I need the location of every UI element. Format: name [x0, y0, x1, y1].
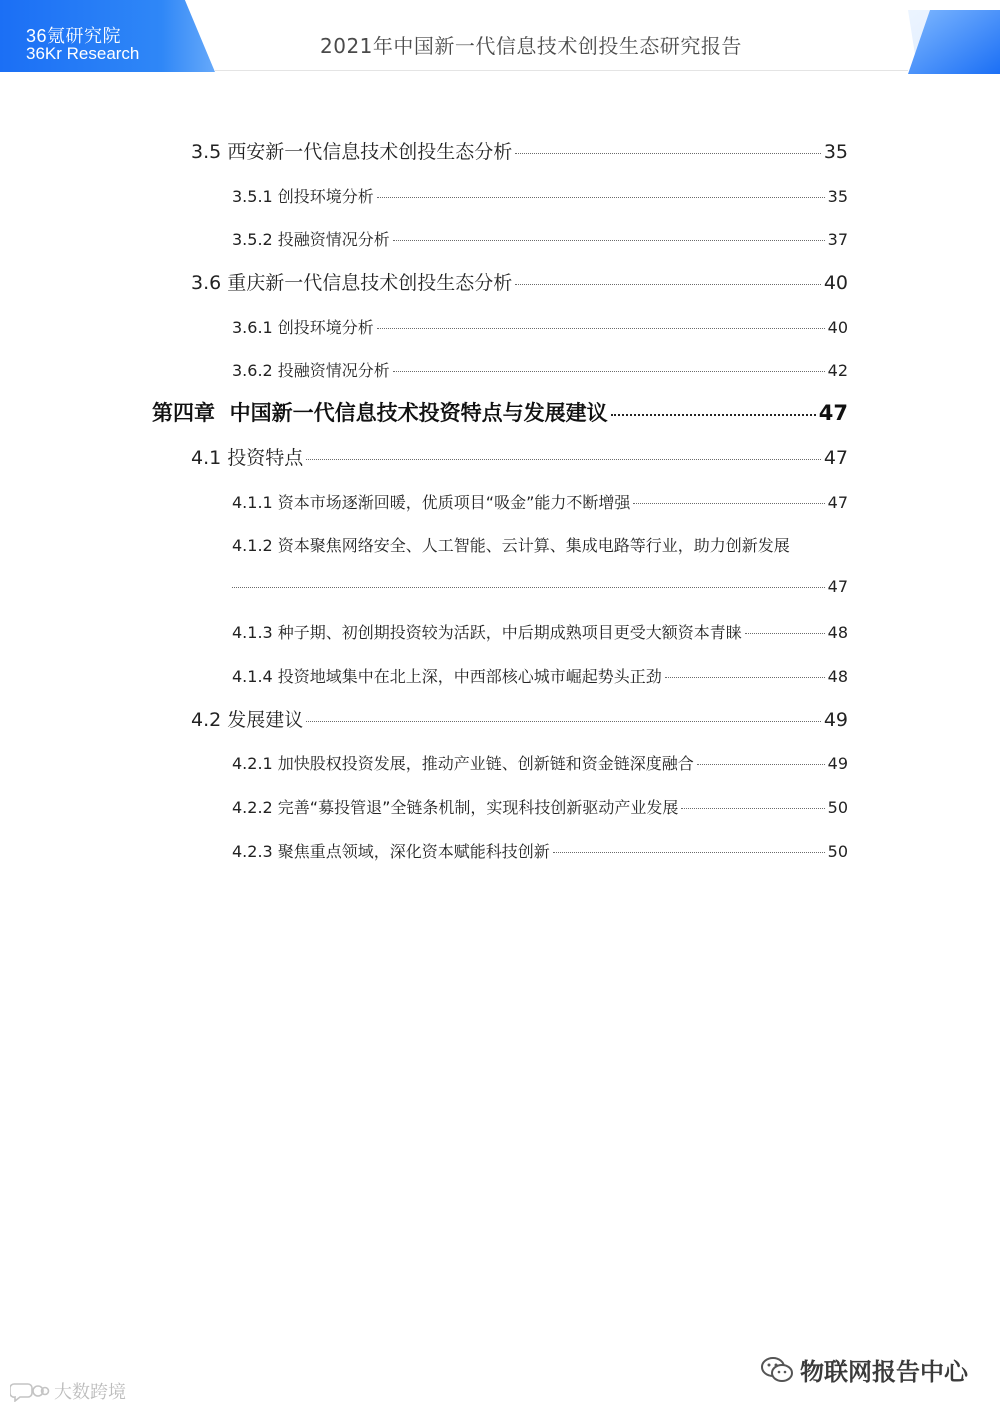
header-divider	[215, 70, 908, 71]
toc-leader	[515, 153, 821, 154]
toc-entry-label: 4.1.4 投资地域集中在北上深，中西部核心城市崛起势头正劲	[232, 667, 662, 686]
toc-leader	[515, 284, 821, 285]
toc-leader	[377, 328, 825, 329]
toc-leader	[665, 677, 825, 678]
toc-entry-page: 40	[823, 272, 848, 294]
toc-entry[interactable]	[191, 705, 848, 732]
toc-entry-label: 3.5 西安新一代信息技术创投生态分析	[191, 141, 513, 163]
corner-decoration	[908, 10, 1000, 74]
toc-entry-page: 48	[827, 623, 848, 642]
toc-leader	[306, 459, 821, 460]
toc-entry[interactable]	[232, 664, 848, 687]
toc-leader	[745, 633, 825, 634]
toc-chapter-entry[interactable]	[152, 397, 848, 427]
toc-entry[interactable]	[232, 227, 848, 250]
toc-leader	[306, 721, 821, 722]
toc-leader	[553, 852, 825, 853]
toc-entry-label: 3.6 重庆新一代信息技术创投生态分析	[191, 272, 513, 294]
logo-en-text: 36Kr Research	[26, 44, 140, 63]
toc-entry[interactable]	[232, 184, 848, 207]
toc-entry-continuation[interactable]	[232, 577, 848, 596]
toc-entry[interactable]	[232, 795, 848, 818]
toc-leader	[377, 197, 825, 198]
toc-entry-label: 第四章 中国新一代信息技术投资特点与发展建议	[152, 401, 608, 425]
toc-entry-page: 40	[827, 318, 848, 337]
source-watermark	[760, 1352, 968, 1387]
toc-entry-label: 4.2.2 完善“募投管退”全链条机制，实现科技创新驱动产业发展	[232, 798, 679, 817]
toc-entry-page: 47	[827, 493, 848, 512]
toc-entry[interactable]	[232, 751, 848, 774]
corner-watermark	[10, 1378, 126, 1404]
toc-entry-label: 3.5.1 创投环境分析	[232, 187, 374, 206]
toc-entry-page: 35	[827, 187, 848, 206]
toc-entry-label: 4.1 投资特点	[191, 447, 304, 469]
toc-entry[interactable]	[232, 620, 848, 643]
toc-entry[interactable]	[232, 358, 848, 381]
toc-entry[interactable]	[191, 137, 848, 164]
toc-entry-page: 49	[823, 709, 848, 731]
source-watermark-text: 物联网报告中心	[800, 1358, 968, 1386]
toc-entry-page: 50	[827, 842, 848, 861]
toc-entry[interactable]	[232, 839, 848, 862]
toc-entry-label-wrapped[interactable]: 4.1.2 资本聚焦网络安全、人工智能、云计算、集成电路等行业，助力创新发展	[232, 536, 790, 555]
chat-bubble-icon	[10, 1380, 50, 1402]
toc-entry-page: 42	[827, 361, 848, 380]
toc-leader	[611, 414, 816, 416]
toc-entry-label: 3.6.1 创投环境分析	[232, 318, 374, 337]
toc-entry-label: 3.5.2 投融资情况分析	[232, 230, 390, 249]
toc-leader	[393, 240, 825, 241]
toc-entry-label: 4.2.3 聚焦重点领域，深化资本赋能科技创新	[232, 842, 550, 861]
toc-leader	[681, 808, 824, 809]
toc-entry-label: 4.2.1 加快股权投资发展，推动产业链、创新链和资金链深度融合	[232, 754, 694, 773]
toc-entry-label: 3.6.2 投融资情况分析	[232, 361, 390, 380]
toc-entry-page: 47	[823, 447, 848, 469]
toc-leader	[232, 587, 825, 588]
toc-entry-page: 50	[827, 798, 848, 817]
toc-leader	[393, 371, 825, 372]
toc-entry[interactable]	[232, 490, 848, 513]
toc-entry-page: 48	[827, 667, 848, 686]
toc-entry-page: 47	[827, 577, 848, 596]
toc-leader	[697, 764, 825, 765]
logo-cn-text: 36氪研究院	[26, 26, 122, 46]
toc-entry[interactable]	[232, 315, 848, 338]
toc-entry-page: 37	[827, 230, 848, 249]
toc-entry-page: 47	[818, 401, 848, 425]
toc-entry[interactable]	[191, 443, 848, 470]
wechat-icon	[760, 1355, 794, 1385]
toc-leader	[633, 503, 824, 504]
report-title: 2021年中国新一代信息技术创投生态研究报告	[320, 34, 742, 58]
toc-entry-label: 4.1.1 资本市场逐渐回暖，优质项目“吸金”能力不断增强	[232, 493, 631, 512]
toc-entry-label: 4.2 发展建议	[191, 709, 304, 731]
toc-entry-page: 49	[827, 754, 848, 773]
corner-watermark-text: 大数跨境	[54, 1382, 126, 1403]
toc-entry-page: 35	[823, 141, 848, 163]
toc-entry-label: 4.1.3 种子期、初创期投资较为活跃，中后期成熟项目更受大额资本青睐	[232, 623, 742, 642]
toc-entry[interactable]	[191, 268, 848, 295]
page-header	[0, 0, 1000, 78]
